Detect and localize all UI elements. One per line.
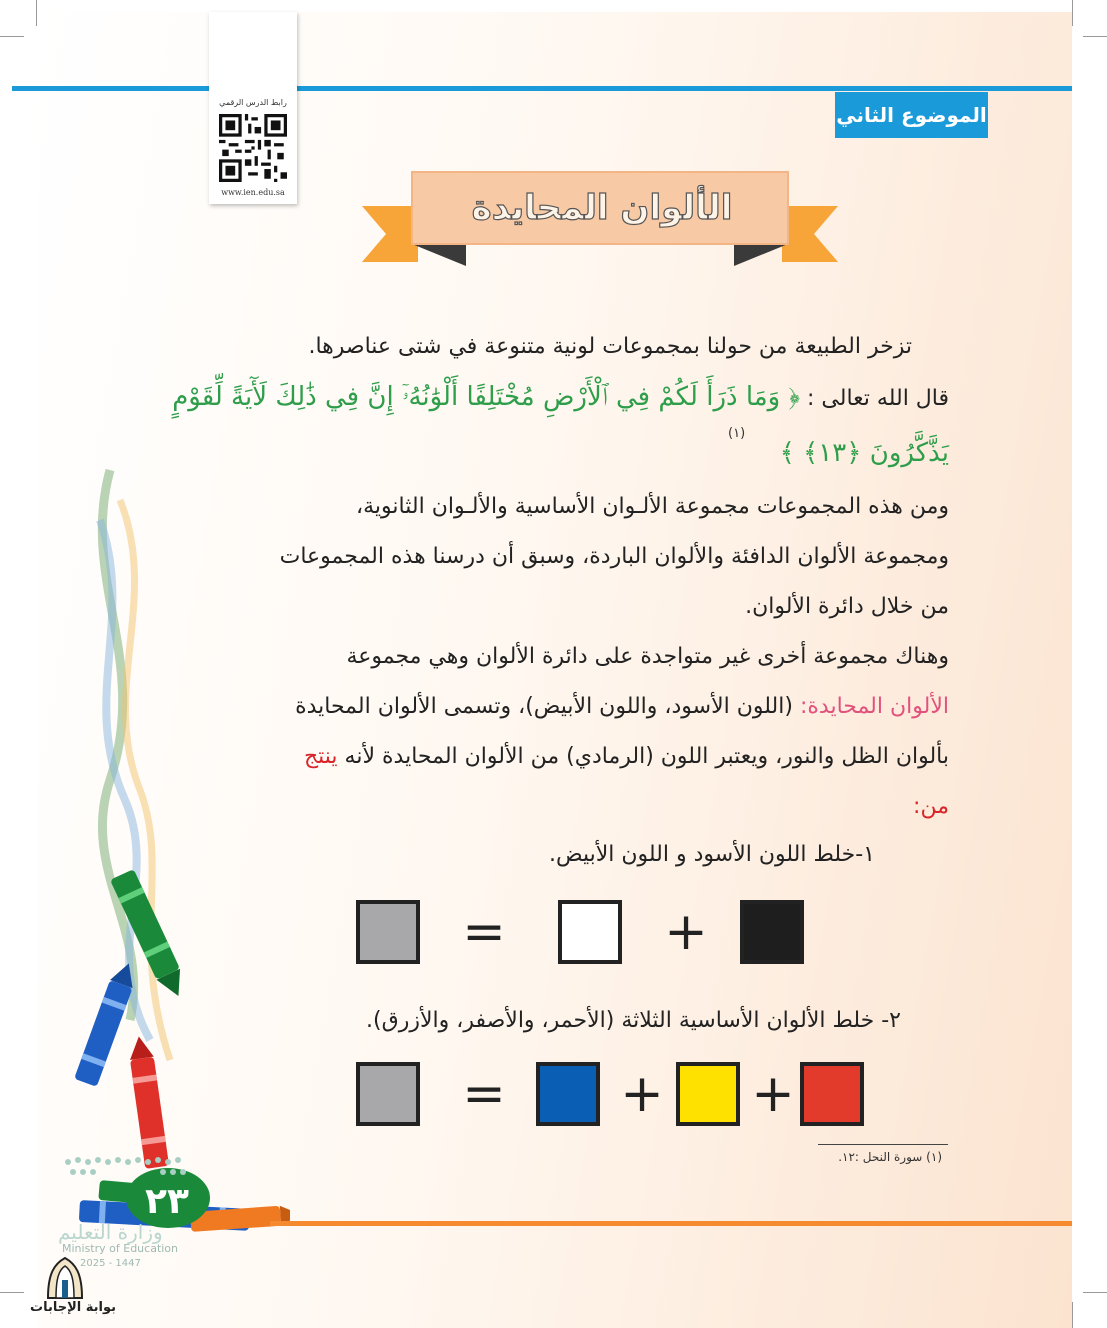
page-number: ٢٣ xyxy=(145,1180,189,1222)
intro-paragraph: تزخر الطبيعة من حولنا بمجموعات لونية متنوعة في شتى عناصرها. xyxy=(308,334,912,359)
page-title: الألوان المحايدة xyxy=(471,188,733,228)
paragraph-2-line-2: ومجموعة الألوان الدافئة والألوان الباردة، وسبق أن درسنا هذه المجموعات xyxy=(279,544,949,569)
topic-tag: الموضوع الثاني xyxy=(835,92,988,138)
qr-code-icon[interactable] xyxy=(219,114,287,182)
header-rule xyxy=(12,86,1072,91)
footer-rule xyxy=(270,1221,1072,1226)
paragraph-3-line-3 xyxy=(304,744,949,769)
qr-card[interactable] xyxy=(209,12,297,204)
crop-mark xyxy=(1083,36,1107,37)
produced-term: ينتج xyxy=(303,744,338,769)
equals-sign: = xyxy=(462,902,506,962)
plus-sign: + xyxy=(751,1064,795,1124)
verse-footnote-ref: (١) xyxy=(728,426,746,441)
gray-swatch xyxy=(356,900,420,964)
plus-sign: + xyxy=(664,902,708,962)
verse-line-2: يَذَّكَّرُونَ ﴿١٣﴾ ﴾ xyxy=(779,438,949,468)
crop-mark xyxy=(1083,1292,1107,1293)
paragraph-3-line-3-rest: بألوان الظل والنور، ويعتبر اللون (الرمادي) من الألوان المحايدة لأنه xyxy=(337,744,949,769)
verse-line-1: ﴿ وَمَا ذَرَأَ لَكُمْ فِي ٱلْأَرْضِ مُخْتَلِفًا أَلْوَٰنُهُۥٓ إِنَّ فِي ذَٰلِكَ لَأٓيَةً لِّقَوْمٍ xyxy=(172,382,801,412)
crayon-icon xyxy=(74,959,140,1087)
paragraph-2-line-1: ومن هذه المجموعات مجموعة الألـوان الأساسية والألـوان الثانوية، xyxy=(356,494,949,519)
crop-mark xyxy=(0,36,24,37)
paragraph-3-line-2 xyxy=(295,694,949,719)
footnote-rule xyxy=(818,1144,948,1145)
ministry-name-en: Ministry of Education xyxy=(62,1242,179,1255)
crayon-icon xyxy=(127,1035,169,1169)
paragraph-2-line-3: من خلال دائرة الألوان. xyxy=(745,594,949,619)
neutral-colors-term: الألوان المحايدة: xyxy=(799,694,949,719)
crop-mark xyxy=(1072,1302,1073,1328)
gateway-label: بوابة الإجابات xyxy=(30,1300,116,1315)
yellow-swatch xyxy=(676,1062,740,1126)
quote-lead: قال الله تعالى : xyxy=(807,386,949,411)
blue-swatch xyxy=(536,1062,600,1126)
paragraph-3-line-2-rest: (اللون الأسود، واللون الأبيض)، وتسمى الألوان المحايدة xyxy=(295,694,800,719)
crop-mark xyxy=(36,0,37,26)
white-swatch xyxy=(558,900,622,964)
paragraph-3-line-1: وهناك مجموعة أخرى غير متواجدة على دائرة الألوان وهي مجموعة xyxy=(346,644,949,669)
paragraph-3-line-4: من: xyxy=(913,794,949,819)
black-swatch xyxy=(740,900,804,964)
quote-line xyxy=(172,382,949,413)
gray-swatch xyxy=(356,1062,420,1126)
equals-sign: = xyxy=(462,1064,506,1124)
crop-mark xyxy=(1072,0,1073,26)
list-item-1: ١-خلط اللون الأسود و اللون الأبيض. xyxy=(549,842,875,867)
footnote: (١) سورة النحل :١٢. xyxy=(838,1150,942,1164)
ministry-year: 2025 - 1447 xyxy=(80,1258,141,1269)
red-swatch xyxy=(800,1062,864,1126)
ministry-name-ar: وزارة التعليم xyxy=(58,1220,163,1244)
qr-url: www.ien.edu.sa xyxy=(221,188,285,197)
plus-sign: + xyxy=(620,1064,664,1124)
crop-mark xyxy=(0,1292,24,1293)
qr-label: رابط الدرس الرقمي xyxy=(219,98,287,107)
list-item-2: ٢- خلط الألوان الأساسية الثلاثة (الأحمر، والأصفر، والأزرق). xyxy=(366,1008,901,1033)
ministry-logo-icon xyxy=(60,1154,200,1204)
gateway-logo-icon xyxy=(44,1256,86,1300)
